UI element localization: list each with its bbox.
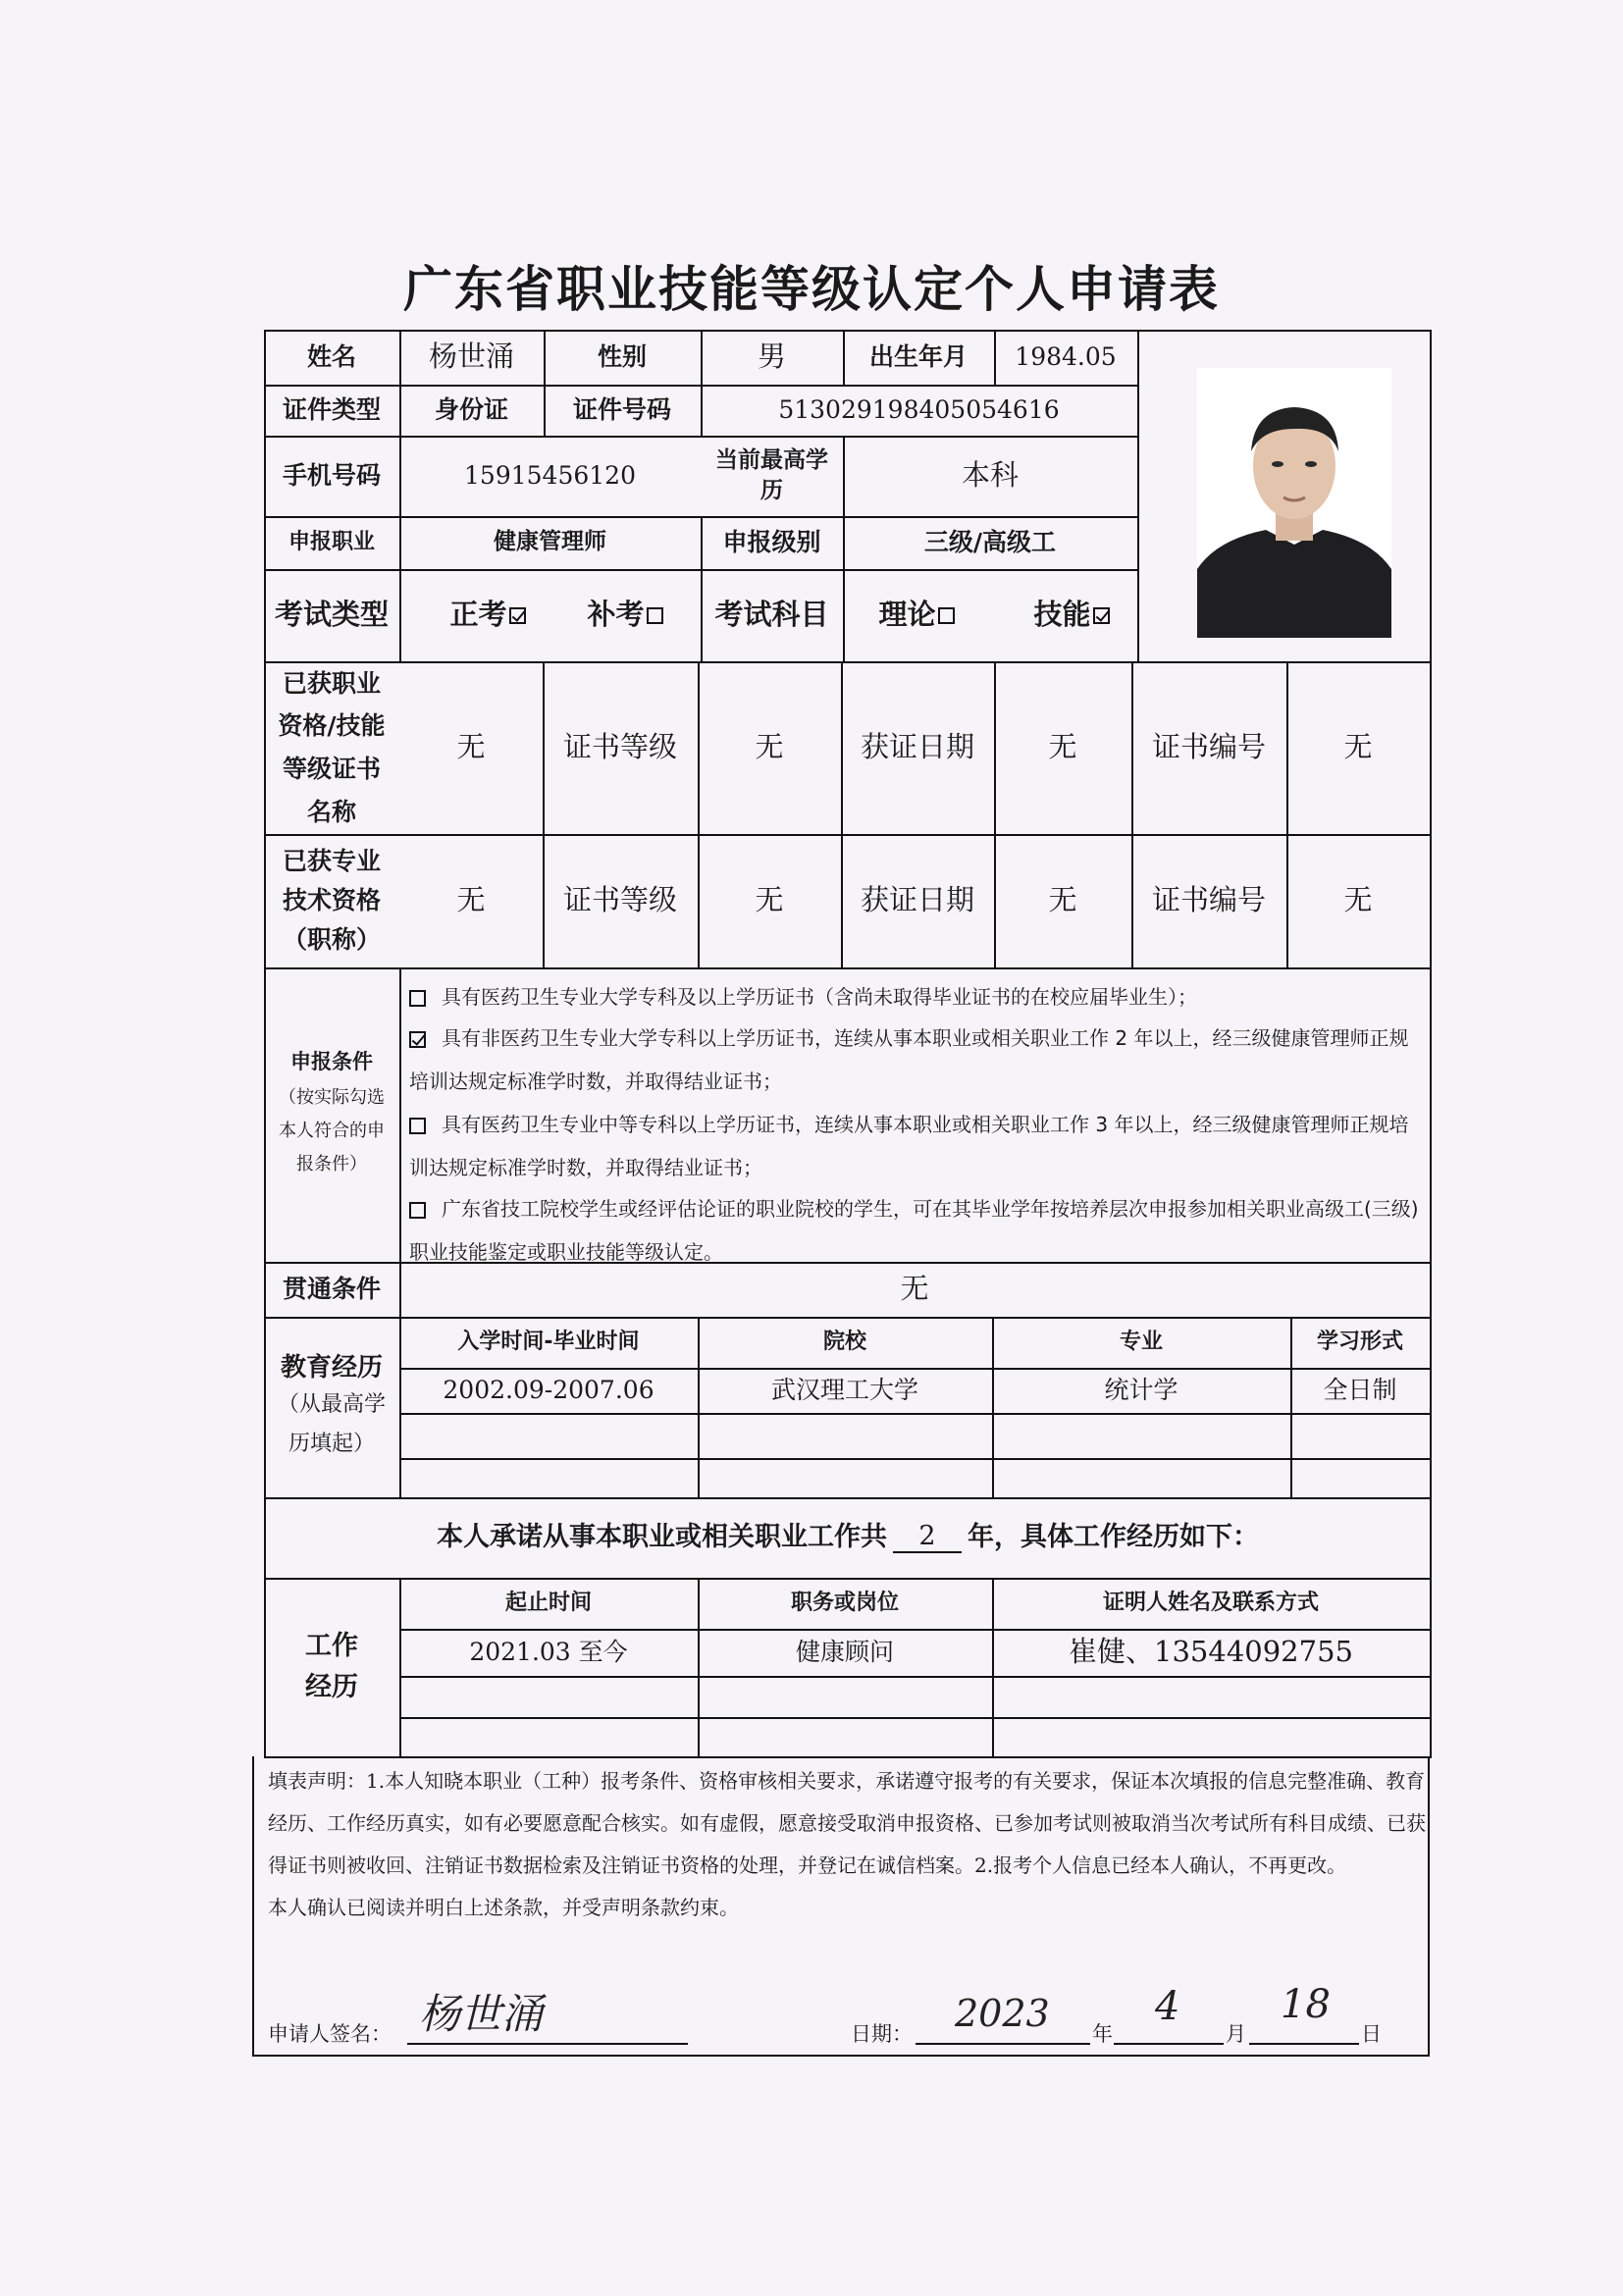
level-label: 申报级别 [722, 528, 821, 557]
condition-item-4[interactable]: 广东省技工院校学生或经评估论证的职业院校的学生，可在其毕业学年按培养层次申报参加相关职业高级工(三级)职业技能鉴定或职业技能等级认定。 [409, 1197, 1419, 1264]
work-row-2[interactable] [399, 1676, 1430, 1717]
commitment-years[interactable]: 2 [893, 1522, 962, 1553]
work-row-1-reference[interactable]: 崔健、13544092755 [1069, 1635, 1353, 1669]
cert-vocational-no[interactable]: 无 [1343, 730, 1373, 764]
level-value[interactable]: 三级/高级工 [923, 528, 1057, 557]
condition-item-3[interactable]: 具有医药卫生专业中等专科以上学历证书，连续从事本职业或相关职业工作 3 年以上，经三级健康管理师正规培训达规定标准学时数，并取得结业证书； [409, 1113, 1409, 1179]
date-day[interactable]: 18 [1281, 1982, 1331, 2027]
work-header-reference: 证明人姓名及联系方式 [1102, 1591, 1319, 1616]
exam-subject-label: 考试科目 [714, 598, 829, 632]
edu-row-3[interactable] [399, 1458, 1430, 1497]
edu-header-school: 院校 [822, 1330, 866, 1355]
date-month[interactable]: 4 [1155, 1984, 1180, 2029]
edu-row-1-school[interactable]: 武汉理工大学 [770, 1376, 918, 1405]
id-type-label: 证件类型 [282, 395, 381, 425]
work-label: 工作经历 [305, 1631, 358, 1702]
exam-theory-option[interactable]: 理论 [853, 569, 980, 661]
exam-normal-checkbox[interactable] [509, 607, 526, 624]
id-type-value[interactable]: 身份证 [434, 395, 508, 425]
conditions-note: （按实际勾选本人符合的申报条件） [279, 1086, 385, 1175]
signature-label: 申请人签名： [268, 2022, 392, 2046]
cert-technical-no-label: 证书编号 [1151, 883, 1266, 917]
cert-vocational-label: 已获职业资格/技能等级证书名称 [278, 668, 386, 826]
edu-value[interactable]: 本科 [961, 458, 1019, 493]
exam-makeup-option[interactable]: 补考 [566, 569, 684, 661]
conditions-label-cell [264, 967, 399, 1262]
work-header-period: 起止时间 [504, 1591, 592, 1616]
education-note: （从最高学历填起） [277, 1391, 386, 1456]
education-label-cell [264, 1317, 399, 1497]
exam-normal-option[interactable]: 正考 [429, 569, 547, 661]
cert-technical-date[interactable]: 无 [1048, 883, 1077, 917]
edu-row-1-period[interactable]: 2002.09-2007.06 [443, 1376, 654, 1405]
exam-skill-checkbox[interactable] [1093, 607, 1110, 624]
through-label: 贯通条件 [282, 1275, 381, 1304]
condition-item-2[interactable]: 具有非医药卫生专业大学专科以上学历证书，连续从事本职业或相关职业工作 2 年以上，经三级健康管理师正规培训达规定标准学时数，并取得结业证书； [409, 1026, 1409, 1093]
cert-vocational-grade-label: 证书等级 [562, 730, 677, 764]
applicant-photo [1197, 368, 1391, 638]
condition-2-checkbox[interactable] [409, 1031, 426, 1048]
id-no-value[interactable]: 513029198405054616 [778, 395, 1060, 425]
edu-header-period: 入学时间-毕业时间 [457, 1330, 640, 1355]
gender-label: 性别 [597, 342, 647, 372]
date-month-unit: 月 [1226, 2022, 1246, 2046]
date-day-unit: 日 [1361, 2022, 1382, 2046]
cert-technical-no[interactable]: 无 [1343, 883, 1373, 917]
cert-vocational-date-label: 获证日期 [860, 730, 974, 764]
exam-type-label: 考试类型 [274, 598, 389, 632]
condition-1-checkbox[interactable] [409, 990, 426, 1007]
exam-makeup-checkbox[interactable] [647, 607, 663, 624]
cert-technical-grade-label: 证书等级 [562, 883, 677, 917]
cert-vocational-grade[interactable]: 无 [755, 730, 784, 764]
birth-label: 出生年月 [868, 342, 968, 372]
declaration [268, 1760, 1426, 1929]
condition-4-checkbox[interactable] [409, 1202, 426, 1219]
cert-technical-label: 已获专业技术资格（职称） [282, 847, 381, 954]
birth-value[interactable]: 1984.05 [1015, 342, 1117, 372]
edu-row-1-mode[interactable]: 全日制 [1323, 1376, 1397, 1405]
education-label: 教育经历 [280, 1352, 383, 1383]
portrait-icon [1197, 368, 1391, 638]
form-title: 广东省职业技能等级认定个人申请表 [403, 260, 1220, 318]
work-row-1-position[interactable]: 健康顾问 [795, 1638, 894, 1667]
date-year[interactable]: 2023 [955, 1992, 1050, 2035]
edu-row-2[interactable] [399, 1413, 1430, 1458]
date-year-unit: 年 [1092, 2022, 1113, 2046]
declaration-text: 填表声明：1.本人知晓本职业（工种）报考条件、资格审核相关要求，承诺遵守报考的有关要求，保证本次填报的信息完整准确、教育经历、工作经历真实，如有必要愿意配合核实。如有虚假，愿意接受取消申报资格、已参加考试则被取消当次考试所有科目成绩、已获得证书则被收回、注销证书数据检索及注销证书资格的处理，并登记在诚信档案。2.报考个人信息已经本人确认，不再更改。 [268, 1769, 1426, 1877]
occupation-value[interactable]: 健康管理师 [494, 529, 606, 555]
gender-value[interactable]: 男 [757, 339, 786, 374]
declaration-confirm: 本人确认已阅读并明白上述条款，并受声明条款约束。 [268, 1896, 739, 1919]
condition-3-checkbox[interactable] [409, 1118, 426, 1134]
cert-technical-grade[interactable]: 无 [755, 883, 784, 917]
cert-vocational-name[interactable]: 无 [456, 730, 486, 764]
id-no-label: 证件号码 [572, 395, 671, 425]
cert-vocational-date[interactable]: 无 [1048, 730, 1077, 764]
occupation-label: 申报职业 [288, 530, 375, 555]
conditions-label: 申报条件 [290, 1049, 373, 1073]
work-row-3[interactable] [399, 1717, 1430, 1756]
edu-header-mode: 学习形式 [1316, 1330, 1403, 1355]
edu-header-major: 专业 [1119, 1330, 1163, 1355]
work-header-position: 职务或岗位 [790, 1591, 899, 1616]
through-value[interactable]: 无 [900, 1272, 929, 1306]
applicant-signature[interactable]: 杨世涌 [419, 1990, 544, 2038]
phone-label: 手机号码 [282, 461, 381, 491]
phone-value[interactable]: 15915456120 [464, 461, 636, 491]
cert-vocational-no-label: 证书编号 [1151, 730, 1266, 764]
condition-item-1[interactable]: 具有医药卫生专业大学专科及以上学历证书（含尚未取得毕业证书的在校应届毕业生）； [409, 975, 1420, 1018]
name-label: 姓名 [306, 342, 356, 372]
commitment-line: 本人承诺从事本职业或相关职业工作共 2 年，具体工作经历如下： [437, 1521, 1259, 1552]
edu-row-1-major[interactable]: 统计学 [1104, 1376, 1178, 1405]
cert-technical-name[interactable]: 无 [456, 883, 486, 917]
edu-label: 当前最高学历 [715, 446, 828, 503]
exam-theory-checkbox[interactable] [938, 607, 955, 624]
work-row-1-period[interactable]: 2021.03 至今 [469, 1638, 628, 1667]
date-label: 日期： [851, 2022, 913, 2046]
name-value[interactable]: 杨世涌 [428, 339, 514, 374]
exam-skill-option[interactable]: 技能 [1008, 569, 1135, 661]
cert-technical-date-label: 获证日期 [860, 883, 974, 917]
